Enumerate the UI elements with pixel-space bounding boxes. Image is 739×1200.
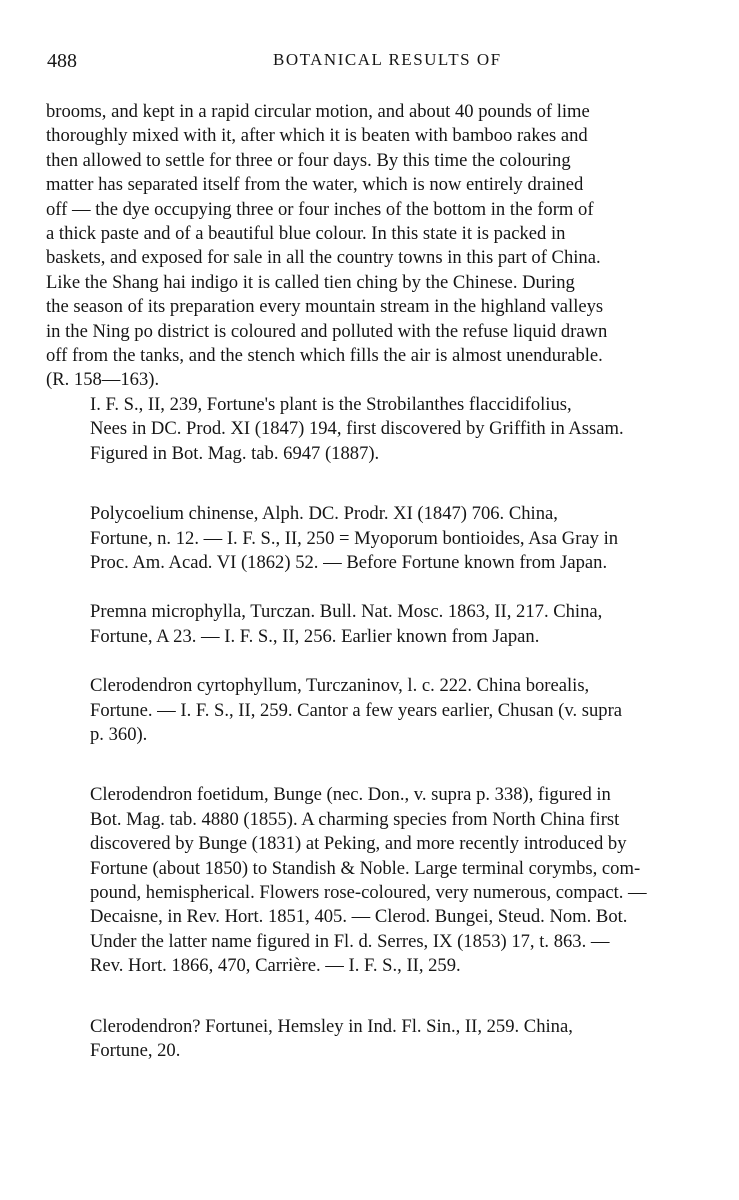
text-line: a thick paste and of a beautiful blue colour. In this state it is packed in	[46, 223, 566, 245]
text-line: Bot. Mag. tab. 4880 (1855). A charming species from North China first	[90, 808, 620, 830]
text-line: Like the Shang hai indigo it is called tien ching by the Chinese. During	[46, 271, 575, 293]
text-line: Nees in DC. Prod. XI (1847) 194, first discovered by Griffith in Assam.	[90, 418, 624, 440]
text-line: baskets, and exposed for sale in all the country towns in this part of China.	[46, 247, 601, 269]
paragraph-spacer	[46, 466, 712, 502]
paragraph-strobilanthes	[46, 393, 712, 466]
text-line: p. 360).	[90, 723, 148, 745]
text-line: Proc. Am. Acad. VI (1862) 52. — Before Fortune known from Japan.	[90, 551, 608, 573]
paragraph-indigo-preparation	[46, 100, 712, 393]
text-line: off from the tanks, and the stench which fills the air is almost unendurable.	[46, 345, 603, 367]
paragraph-polycoelium	[46, 502, 712, 575]
text-line: Under the latter name figured in Fl. d. Serres, IX (1853) 17, t. 863. —	[90, 930, 610, 952]
text-line: Clerodendron? Fortunei, Hemsley in Ind. Fl. Sin., II, 259. China,	[90, 1015, 573, 1037]
text-line: Clerodendron foetidum, Bunge (nec. Don., v. supra p. 338), figured in	[90, 784, 611, 806]
text-line: Figured in Bot. Mag. tab. 6947 (1887).	[90, 442, 380, 464]
running-title: BOTANICAL RESULTS OF	[273, 50, 502, 69]
text-line: thoroughly mixed with it, after which it is beaten with bamboo rakes and	[46, 125, 588, 147]
body-text	[46, 100, 712, 1063]
text-line: pound, hemispherical. Flowers rose-coloured, very numerous, compact. —	[90, 881, 647, 903]
paragraph-clerodendron-foetidum	[46, 783, 712, 978]
paragraph-clerodendron-cyrtophyllum	[46, 674, 712, 747]
text-line: Fortune, n. 12. — I. F. S., II, 250 = Myoporum bontioides, Asa Gray in	[90, 527, 619, 549]
text-line: Fortune (about 1850) to Standish & Noble. Large terminal corymbs, com-	[90, 857, 641, 879]
paragraph-clerodendron-fortunei	[46, 1015, 712, 1064]
text-line: the season of its preparation every mountain stream in the highland valleys	[46, 296, 604, 318]
text-line: then allowed to settle for three or four days. By this time the colouring	[46, 149, 571, 171]
page-header	[47, 50, 707, 78]
paragraph-spacer	[46, 575, 712, 600]
text-line: discovered by Bunge (1831) at Peking, and more recently introduced by	[90, 833, 627, 855]
text-line: brooms, and kept in a rapid circular motion, and about 40 pounds of lime	[46, 101, 590, 122]
text-line: Decaisne, in Rev. Hort. 1851, 405. — Clerod. Bungei, Steud. Nom. Bot.	[90, 906, 628, 928]
paragraph-spacer	[46, 747, 712, 783]
paragraph-spacer	[46, 979, 712, 1015]
text-line: off — the dye occupying three or four inches of the bottom in the form of	[46, 198, 594, 220]
paragraph-premna	[46, 600, 712, 649]
text-line: Fortune. — I. F. S., II, 259. Cantor a few years earlier, Chusan (v. supra	[90, 699, 623, 721]
text-line: I. F. S., II, 239, Fortune's plant is the Strobilanthes flaccidifolius,	[90, 393, 572, 415]
text-line: Fortune, A 23. — I. F. S., II, 256. Earlier known from Japan.	[90, 625, 540, 647]
text-line: Polycoelium chinense, Alph. DC. Prodr. XI (1847) 706. China,	[90, 503, 558, 525]
paragraph-spacer	[46, 649, 712, 674]
page-number: 488	[47, 50, 77, 72]
text-line: Fortune, 20.	[90, 1040, 181, 1061]
text-line: matter has separated itself from the water, which is now entirely drained	[46, 174, 584, 196]
text-line: Premna microphylla, Turczan. Bull. Nat. Mosc. 1863, II, 217. China,	[90, 601, 603, 623]
text-line: Rev. Hort. 1866, 470, Carrière. — I. F. S., II, 259.	[90, 955, 461, 977]
text-line: Clerodendron cyrtophyllum, Turczaninov, l. c. 222. China borealis,	[90, 675, 590, 697]
text-line: (R. 158—163).	[46, 369, 160, 391]
text-line: in the Ning po district is coloured and polluted with the refuse liquid drawn	[46, 320, 608, 342]
